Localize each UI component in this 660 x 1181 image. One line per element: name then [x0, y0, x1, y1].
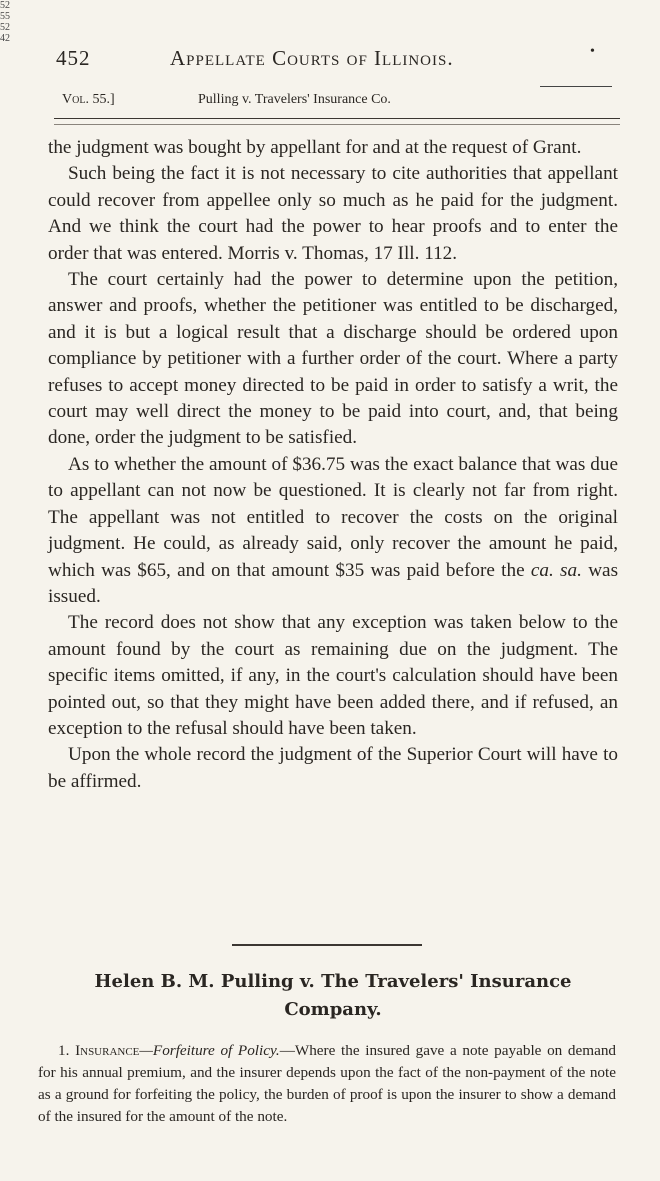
- margin-ref: 42: [0, 33, 10, 44]
- case-caption: Pulling v. Travelers' Insurance Co.: [198, 92, 391, 107]
- margin-ref: 55: [0, 11, 10, 22]
- headnote-text: —Where the insured gave a note payable on demand for his annual premium, and the insurer depends upon the fact of the non-payment of the note as a ground for forfeiting the policy, the burden of proof is upon the insurer to show a demand of the insured for the amount of the note.: [38, 1042, 617, 1125]
- margin-citation-refs: [0, 0, 16, 44]
- page-mark: •: [590, 44, 596, 59]
- paragraph-6: Upon the whole record the judgment of the Superior Court will have to be affirmed.: [48, 744, 618, 792]
- opinion-body: [48, 135, 618, 795]
- headnote-subtopic: —Forfeiture of Policy.: [139, 1042, 280, 1059]
- header-rule-top: [540, 86, 612, 87]
- paragraph-4: [48, 452, 618, 610]
- margin-ref: 52: [0, 22, 10, 33]
- paragraph-3: The court certainly had the power to determine upon the petition, answer and proofs, whether the petitioner was entitled to be discharged, and it is but a logical result that a discharge should be ordered upon compliance by petitioner with a further order of the court. Where a party refuses to accept money directed to be paid in order to satisfy a writ, the court may well direct the money to be paid into court, and, that being done, order the judgment to be satisfied.: [48, 269, 618, 449]
- paragraph-5: The record does not show that any exception was taken below to the amount found by the court as remaining due on the judgment. The specific items omitted, if any, in the court's calculation should have been pointed out, so that they might have been added there, and if refused, an exception to the refusal should have been taken.: [48, 612, 618, 739]
- header-rule: [54, 118, 620, 119]
- page-number: 452: [56, 46, 91, 70]
- writ-abbreviation: ca. sa.: [530, 559, 582, 581]
- page-title: Appellate Courts of Illinois.: [170, 46, 454, 70]
- paragraph-4-text: As to whether the amount of $36.75 was the exact balance that was due to appellant can not now be questioned. It is clearly not far from right. The appellant was not entitled to recover the costs on the original judgment. He could, as already said, only recover the amount he paid, which was $65, and on that amount $35 was paid before the: [48, 453, 618, 581]
- paragraph-2: Such being the fact it is not necessary to cite authorities that appellant could recover from appellee only so much as he paid for the judgment. And we think the court had the power to hear proofs and to enter the order that was entered. Morris v. Thomas, 17 Ill. 112.: [48, 163, 618, 264]
- headnote-topic: Insurance: [75, 1042, 140, 1059]
- headnote: [38, 1040, 616, 1128]
- next-case-title: Helen B. M. Pulling v. The Travelers' Insurance Company.: [94, 971, 572, 1020]
- margin-ref: 52: [0, 0, 10, 11]
- header-rule-secondary: [54, 124, 620, 125]
- paragraph-1: the judgment was bought by appellant for and at the request of Grant.: [48, 137, 582, 158]
- headnote-number: 1.: [58, 1042, 70, 1059]
- paragraph-4-end: was issued.: [48, 559, 619, 607]
- volume-label: Vol. 55.]: [62, 92, 115, 107]
- section-divider: [232, 944, 422, 946]
